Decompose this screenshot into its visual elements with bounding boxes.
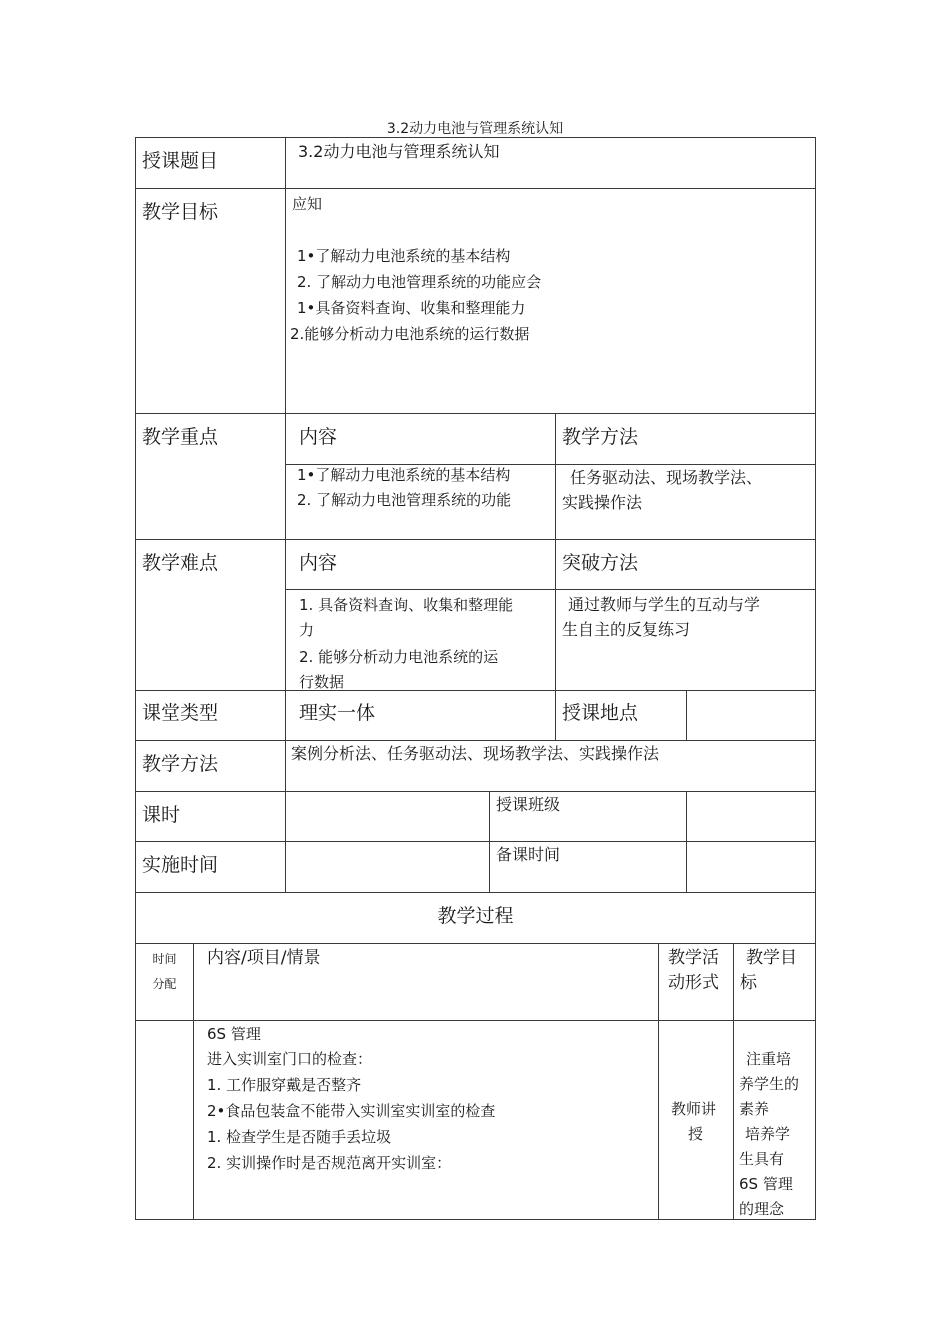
- activity-header-line: 教学活: [668, 948, 719, 968]
- hours-label: 课时: [142, 804, 181, 826]
- process-activity-line: 授: [688, 1125, 704, 1143]
- course-subject-label: 授课题目: [142, 150, 219, 172]
- column-border: [686, 690, 687, 740]
- column-border: [733, 943, 734, 1219]
- row-border: [135, 841, 816, 842]
- column-border: [815, 137, 816, 1219]
- difficulty-line: 行数据: [299, 673, 345, 691]
- key-point-line: 1•了解动力电池系统的基本结构: [297, 466, 511, 484]
- process-content-line: 进入实训室门口的检查：: [207, 1050, 373, 1068]
- course-subject-value: 3.2动力电池与管理系统认知: [298, 142, 500, 161]
- row-border: [135, 1020, 816, 1021]
- location-label: 授课地点: [562, 702, 639, 724]
- column-border: [555, 413, 556, 740]
- difficulty-method-line: 生自主的反复练习: [562, 620, 691, 639]
- process-content-line: 2. 实训操作时是否规范离开实训室：: [207, 1154, 452, 1172]
- row-border: [135, 413, 816, 414]
- key-points-label: 教学重点: [142, 426, 219, 448]
- column-border: [193, 943, 194, 1219]
- prep-label: 备课时间: [496, 845, 561, 864]
- process-content-line: 6S 管理: [207, 1025, 261, 1043]
- difficulty-line: 1. 具备资料查询、收集和整理能: [299, 596, 514, 614]
- content-header: 内容/项目/情景: [207, 948, 321, 968]
- process-goal-line: 的理念: [739, 1200, 785, 1218]
- difficulty-line: 2. 能够分析动力电池系统的运: [299, 648, 499, 666]
- column-border: [285, 137, 286, 892]
- process-content-line: 1. 检查学生是否随手丢垃圾: [207, 1128, 392, 1146]
- activity-header-line: 动形式: [668, 973, 719, 993]
- process-goal-line: 养学生的: [739, 1075, 800, 1093]
- objective-item: 2.能够分析动力电池系统的运行数据: [290, 325, 530, 343]
- key-point-method-line: 任务驱动法、现场教学法、: [570, 468, 763, 487]
- objectives-label: 教学目标: [142, 201, 219, 223]
- column-border: [686, 791, 687, 892]
- row-border: [135, 690, 816, 691]
- key-points-content-header: 内容: [299, 426, 338, 448]
- difficulties-label: 教学难点: [142, 552, 219, 574]
- objective-item: 2. 了解动力电池管理系统的功能应会: [297, 273, 542, 291]
- row-border: [135, 137, 816, 138]
- teaching-methods-label: 教学方法: [142, 753, 219, 775]
- row-border: [135, 943, 816, 944]
- class-label: 授课班级: [496, 795, 561, 814]
- row-border: [135, 791, 816, 792]
- column-border: [135, 137, 136, 1219]
- column-border: [658, 943, 659, 1219]
- objectives-heading: 应知: [292, 195, 323, 213]
- difficulty-line: 力: [299, 621, 315, 639]
- class-type-value: 理实一体: [299, 702, 376, 724]
- schedule-label: 实施时间: [142, 854, 219, 876]
- process-goal-line: 素养: [739, 1100, 770, 1118]
- goal-header-line: 教学目: [746, 948, 797, 968]
- row-border: [285, 589, 816, 590]
- row-border: [135, 1219, 816, 1220]
- process-content-line: 2•食品包装盒不能带入实训室实训室的检查: [207, 1102, 496, 1120]
- process-activity-line: 教师讲: [671, 1100, 717, 1118]
- row-border: [135, 188, 816, 189]
- process-goal-line: 生具有: [739, 1150, 785, 1168]
- process-title: 教学过程: [437, 905, 514, 927]
- difficulties-content-header: 内容: [299, 552, 338, 574]
- difficulties-method-header: 突破方法: [562, 552, 639, 574]
- objective-item: 1•具备资料查询、收集和整理能力: [297, 299, 526, 317]
- class-type-label: 课堂类型: [142, 702, 219, 724]
- document-title: 3.2动力电池与管理系统认知: [386, 121, 564, 137]
- teaching-methods-value: 案例分析法、任务驱动法、现场教学法、实践操作法: [291, 744, 660, 763]
- key-point-method-line: 实践操作法: [562, 493, 643, 512]
- process-goal-line: 注重培: [746, 1050, 792, 1068]
- process-goal-line: 培养学: [745, 1125, 791, 1143]
- time-header-line: 分配: [152, 977, 177, 991]
- process-content-line: 1. 工作服穿戴是否整齐: [207, 1076, 362, 1094]
- objective-item: 1•了解动力电池系统的基本结构: [297, 247, 511, 265]
- goal-header-line: 标: [740, 973, 757, 993]
- time-header-line: 时间: [152, 952, 177, 966]
- row-border: [135, 892, 816, 893]
- row-border: [135, 539, 816, 540]
- key-point-line: 2. 了解动力电池管理系统的功能: [297, 491, 512, 509]
- process-goal-line: 6S 管理: [739, 1175, 793, 1193]
- key-points-method-header: 教学方法: [562, 426, 639, 448]
- column-border: [489, 791, 490, 892]
- difficulty-method-line: 通过教师与学生的互动与学: [568, 595, 761, 614]
